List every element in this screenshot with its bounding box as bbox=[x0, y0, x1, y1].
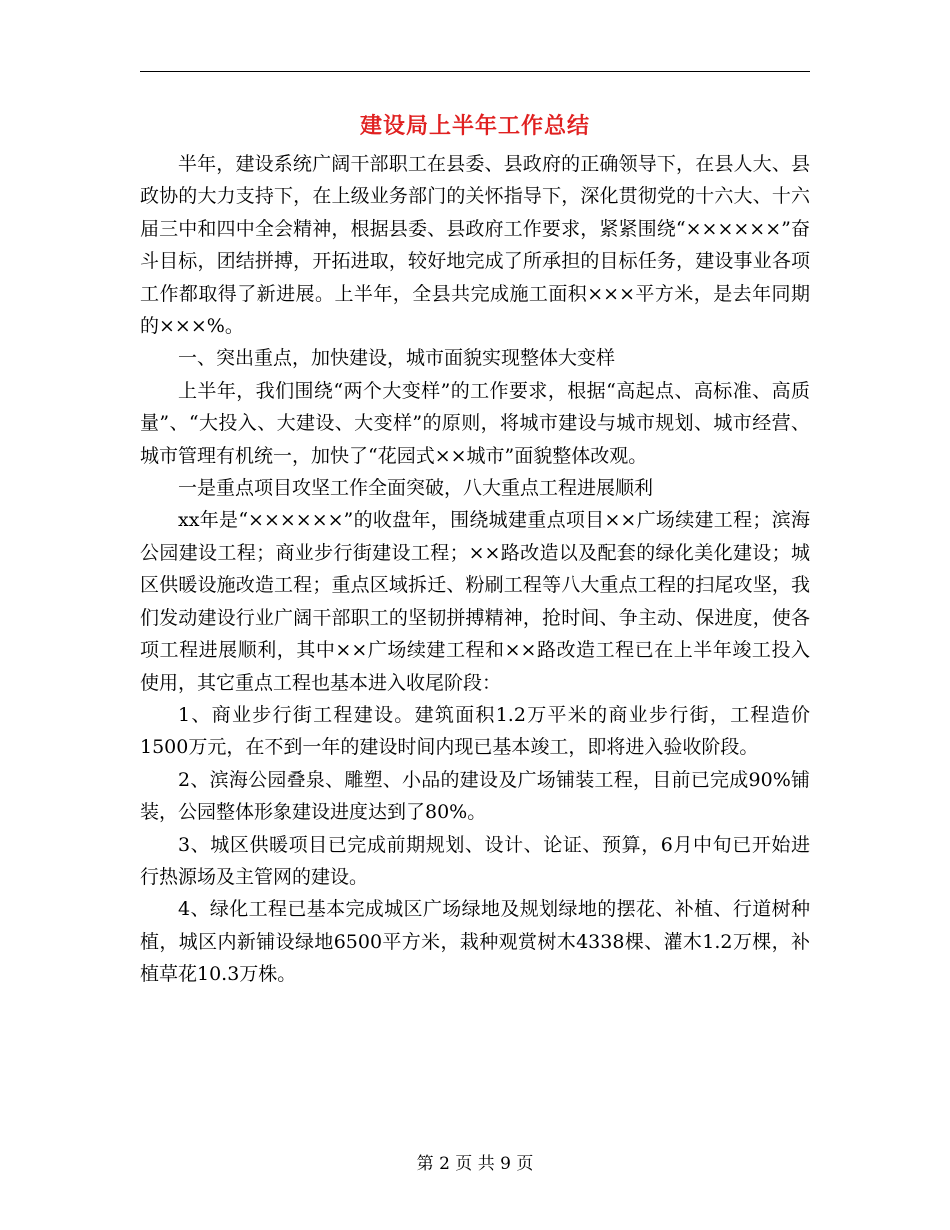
section-heading: 一、突出重点，加快建设，城市面貌实现整体大变样 bbox=[178, 347, 616, 370]
paragraph-overview: 上半年，我们围绕“两个大变样”的工作要求，根据“高起点、高标准、高质量”、“大投入、大建设、大变样”的原则，将城市建设与城市规划、城市经营、城市管理有机统一，加快了“花园式××城市”面貌整体改观。 bbox=[140, 379, 810, 467]
list-item-1: 1、商业步行街工程建设。建筑面积1.2万平米的商业步行街，工程造价1500万元，在不到一年的建设时间内现已基本竣工，即将进入验收阶段。 bbox=[140, 703, 810, 759]
subsection-heading: 一是重点项目攻坚工作全面突破，八大重点工程进展顺利 bbox=[178, 477, 654, 500]
list-item-4: 4、绿化工程已基本完成城区广场绿地及规划绿地的摆花、补植、行道树种植，城区内新铺设绿地6500平方米，栽种观赏树木4338棵、灌木1.2万棵，补植草花10.3万株。 bbox=[140, 898, 810, 986]
header-rule bbox=[140, 71, 810, 72]
list-item-3: 3、城区供暖项目已完成前期规划、设计、论证、预算，6月中旬已开始进行热源场及主管网的建设。 bbox=[140, 833, 810, 888]
paragraph-projects: xx年是“××××××”的收盘年，围绕城建重点项目××广场续建工程；滨海公园建设工程；商业步行街建设工程；××路改造以及配套的绿化美化建设；城区供暖设施改造工程；重点区域拆迁、粉刷工程等八大重点工程的扫尾攻坚，我们发动建设行业广阔干部职工的坚韧拼搏精神，抢时间、争主动、保进度，使各项工程进展顺利，其中××广场续建工程和××路改造工程已在上半年竣工投入使用，其它重点工程也基本进入收尾阶段： bbox=[140, 509, 810, 694]
page-number: 第 2 页 共 9 页 bbox=[416, 1154, 534, 1174]
paragraph-intro: 半年，建设系统广阔干部职工在县委、县政府的正确领导下，在县人大、县政协的大力支持下，在上级业务部门的关怀指导下，深化贯彻党的十六大、十六届三中和四中全会精神，根据县委、县政府工作要求，紧紧围绕“××××××”奋斗目标，团结拼搏，开拓进取，较好地完成了所承担的目标任务，建设事业各项工作都取得了新进展。上半年，全县共完成施工面积×××平方米，是去年同期的×××%。 bbox=[140, 153, 810, 338]
list-item-2: 2、滨海公园叠泉、雕塑、小品的建设及广场铺装工程，目前已完成90%铺装，公园整体形象建设进度达到了80%。 bbox=[140, 768, 810, 824]
page-footer bbox=[140, 1150, 810, 1178]
document-body bbox=[140, 148, 810, 991]
document-title: 建设局上半年工作总结 bbox=[359, 113, 590, 139]
